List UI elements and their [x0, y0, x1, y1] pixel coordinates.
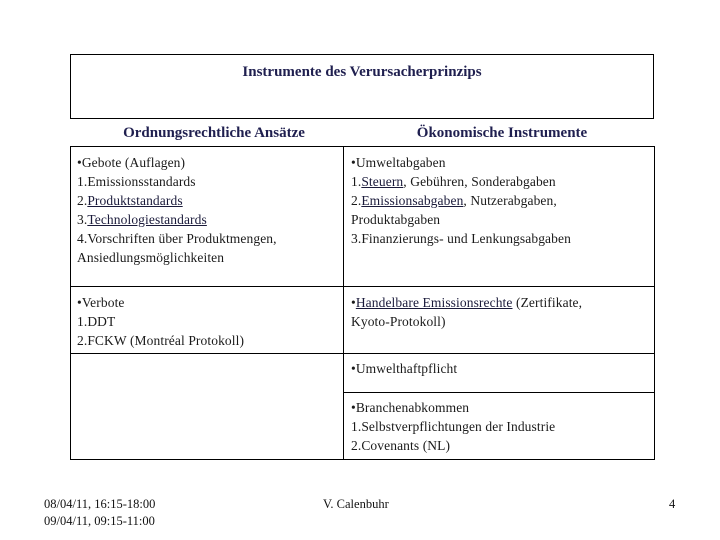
- cell-line: 1.Selbstverpflichtungen der Industrie: [351, 419, 556, 434]
- item-number: 3.: [77, 212, 88, 227]
- cell-emissionsrechte: [351, 293, 582, 331]
- cell-line: Ansiedlungsmöglichkeiten: [77, 250, 225, 265]
- cell-line: •Branchenabkommen: [351, 400, 470, 415]
- footer-date-2: 09/04/11, 09:15-11:00: [44, 514, 155, 528]
- bullet: •: [351, 295, 356, 310]
- cell-line: [77, 210, 277, 229]
- table-border-middle: [343, 146, 344, 460]
- footer-date-1: 08/04/11, 16:15-18:00: [44, 497, 156, 511]
- column-header-oekonomisch: Ökonomische Instrumente: [416, 125, 588, 141]
- handelbare-emissionsrechte-link[interactable]: Handelbare Emissionsrechte: [355, 295, 513, 310]
- table-border-bottom: [70, 459, 655, 460]
- cell-line: Kyoto-Protokoll): [351, 314, 446, 329]
- item-number: 2.: [77, 193, 88, 208]
- item-number: 2.: [351, 193, 362, 208]
- slide-title: Instrumente des Verursacherprinzips: [242, 64, 482, 80]
- cell-umweltabgaben: [351, 153, 571, 248]
- footer-dates: [44, 496, 155, 530]
- item-text: (Zertifikate,: [512, 295, 583, 310]
- cell-line: 1.DDT: [77, 314, 116, 329]
- table-border-top: [70, 146, 655, 147]
- table-border-right: [654, 146, 655, 460]
- column-header-ordnungsrecht: Ordnungsrechtliche Ansätze: [123, 125, 305, 141]
- technologiestandards-link[interactable]: Technologiestandards: [87, 212, 207, 227]
- cell-verbote: [77, 293, 244, 350]
- row-divider-3: [343, 392, 655, 393]
- produktstandards-link[interactable]: Produktstandards: [87, 193, 183, 208]
- cell-line: •Umwelthaftpflicht: [351, 361, 458, 376]
- cell-umwelthaftpflicht: [351, 359, 457, 378]
- cell-line: [351, 191, 571, 210]
- cell-line: 3.Finanzierungs- und Lenkungsabgaben: [351, 231, 571, 246]
- page-number: 4: [669, 497, 676, 511]
- row-divider-2: [70, 353, 655, 354]
- steuern-link[interactable]: Steuern: [361, 174, 404, 189]
- cell-line: 4.Vorschriften über Produktmengen,: [77, 231, 277, 246]
- cell-line: 2.FCKW (Montréal Protokoll): [77, 333, 245, 348]
- item-text: , Gebühren, Sonderabgaben: [403, 174, 556, 189]
- item-number: 1.: [351, 174, 362, 189]
- cell-line: Produktabgaben: [351, 212, 441, 227]
- instruments-table: [70, 146, 655, 460]
- title-box: [70, 54, 654, 119]
- emissionsabgaben-link[interactable]: Emissionsabgaben: [361, 193, 464, 208]
- cell-branchenabkommen: [351, 398, 555, 455]
- cell-line: •Gebote (Auflagen): [77, 155, 186, 170]
- cell-gebote: [77, 153, 277, 267]
- cell-line: •Umweltabgaben: [351, 155, 446, 170]
- item-text: , Nutzerabgaben,: [463, 193, 557, 208]
- table-border-left: [70, 146, 71, 460]
- cell-line: [77, 191, 277, 210]
- row-divider-1: [70, 286, 655, 287]
- cell-line: 1.Emissionsstandards: [77, 174, 196, 189]
- cell-line: [351, 172, 571, 191]
- cell-line: [351, 293, 582, 312]
- footer-author: V. Calenbuhr: [323, 497, 389, 511]
- cell-line: 2.Covenants (NL): [351, 438, 451, 453]
- cell-line: •Verbote: [77, 295, 125, 310]
